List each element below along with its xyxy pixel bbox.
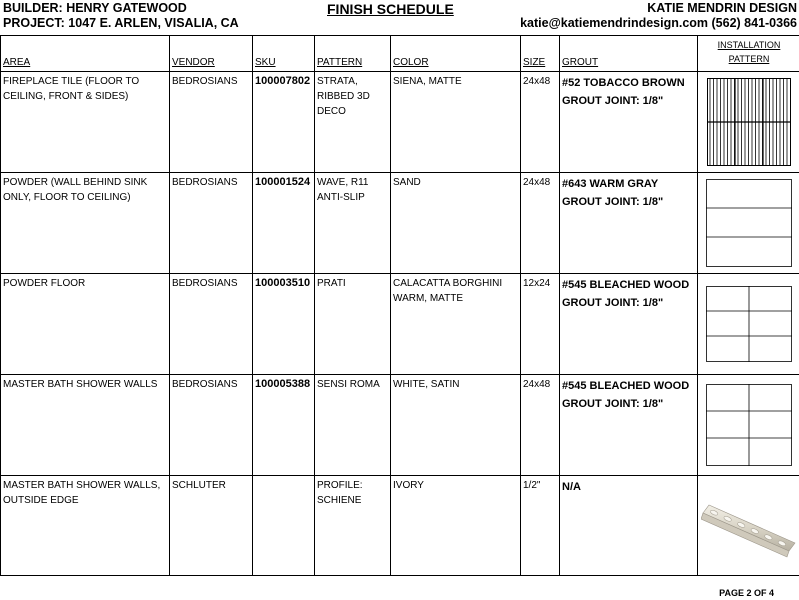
- size-cell: 24x48: [521, 72, 560, 173]
- vendor-cell: BEDROSIANS: [170, 375, 253, 476]
- grout-joint: GROUT JOINT: 1/8": [562, 196, 664, 208]
- color-cell: IVORY: [391, 476, 521, 576]
- pattern-cell: STRATA, RIBBED 3D DECO: [315, 72, 391, 173]
- column-header-installation-pattern: INSTALLATION PATTERN: [698, 36, 799, 72]
- installation-pattern-cell: [698, 375, 799, 476]
- installation-pattern-cell: [698, 173, 799, 274]
- project-address: PROJECT: 1047 E. ARLEN, VISALIA, CA: [3, 16, 239, 30]
- designer-name: KATIE MENDRIN DESIGN: [647, 1, 797, 15]
- grout-cell: [560, 173, 698, 274]
- table-row: [1, 173, 799, 274]
- table-row: [1, 274, 799, 375]
- grout-color: N/A: [562, 481, 581, 493]
- grid-stack-pattern-icon: [706, 286, 792, 362]
- area-cell: MASTER BATH SHOWER WALLS, OUTSIDE EDGE: [1, 476, 170, 576]
- pattern-cell: PRATI: [315, 274, 391, 375]
- grout-cell: [560, 375, 698, 476]
- color-cell: WHITE, SATIN: [391, 375, 521, 476]
- vendor-cell: BEDROSIANS: [170, 72, 253, 173]
- grout-color: #545 BLEACHED WOOD: [562, 279, 690, 291]
- grout-cell: [560, 476, 698, 576]
- grout-cell: [560, 274, 698, 375]
- installation-pattern-cell: [698, 72, 799, 173]
- column-header-size: SIZE: [521, 36, 560, 72]
- size-cell: 24x48: [521, 375, 560, 476]
- color-cell: SAND: [391, 173, 521, 274]
- grout-color: #545 BLEACHED WOOD: [562, 380, 690, 392]
- table-row: [1, 476, 799, 576]
- area-cell: MASTER BATH SHOWER WALLS: [1, 375, 170, 476]
- designer-contact: katie@katiemendrindesign.com (562) 841-0366: [520, 16, 797, 30]
- sku-cell: 100005388: [253, 375, 315, 476]
- column-header-area: AREA: [1, 36, 170, 72]
- column-header-vendor: VENDOR: [170, 36, 253, 72]
- color-cell: CALACATTA BORGHINI WARM, MATTE: [391, 274, 521, 375]
- grout-joint: GROUT JOINT: 1/8": [562, 297, 664, 309]
- vendor-cell: BEDROSIANS: [170, 274, 253, 375]
- table-row: [1, 72, 799, 173]
- column-header-color: COLOR: [391, 36, 521, 72]
- grout-joint: GROUT JOINT: 1/8": [562, 95, 664, 107]
- area-cell: POWDER FLOOR: [1, 274, 170, 375]
- color-cell: SIENA, MATTE: [391, 72, 521, 173]
- column-header-sku: SKU: [253, 36, 315, 72]
- pattern-cell: PROFILE: SCHIENE: [315, 476, 391, 576]
- size-cell: 1/2": [521, 476, 560, 576]
- size-cell: 12x24: [521, 274, 560, 375]
- size-cell: 24x48: [521, 173, 560, 274]
- pattern-cell: SENSI ROMA: [315, 375, 391, 476]
- pattern-cell: WAVE, R11 ANTI-SLIP: [315, 173, 391, 274]
- grout-color: #52 TOBACCO BROWN: [562, 77, 685, 89]
- finish-schedule-table: [0, 35, 799, 576]
- area-cell: POWDER (WALL BEHIND SINK ONLY, FLOOR TO CEILING): [1, 173, 170, 274]
- sku-cell: 100001524: [253, 173, 315, 274]
- grout-color: #643 WARM GRAY: [562, 178, 659, 190]
- column-header-grout: GROUT: [560, 36, 698, 72]
- area-cell: FIREPLACE TILE (FLOOR TO CEILING, FRONT & SIDES): [1, 72, 170, 173]
- builder-name: BUILDER: HENRY GATEWOOD: [3, 1, 187, 15]
- page-number: PAGE 2 OF 4: [719, 588, 774, 598]
- column-header-pattern: PATTERN: [315, 36, 391, 72]
- table-row: [1, 375, 799, 476]
- sku-cell: 100003510: [253, 274, 315, 375]
- installation-pattern-cell: [698, 274, 799, 375]
- vendor-cell: SCHLUTER: [170, 476, 253, 576]
- grout-joint: GROUT JOINT: 1/8": [562, 398, 664, 410]
- sku-cell: 100007802: [253, 72, 315, 173]
- edge-profile-trim-icon: [701, 491, 797, 561]
- table-header-row: [1, 36, 799, 72]
- grid-stack-pattern-icon: [706, 384, 792, 466]
- installation-pattern-cell: [698, 476, 799, 576]
- ribbed-stack-pattern-icon: [707, 78, 791, 166]
- grout-cell: [560, 72, 698, 173]
- page-title: FINISH SCHEDULE: [327, 1, 454, 17]
- sku-cell: [253, 476, 315, 576]
- vendor-cell: BEDROSIANS: [170, 173, 253, 274]
- horizontal-stack-pattern-icon: [706, 179, 792, 267]
